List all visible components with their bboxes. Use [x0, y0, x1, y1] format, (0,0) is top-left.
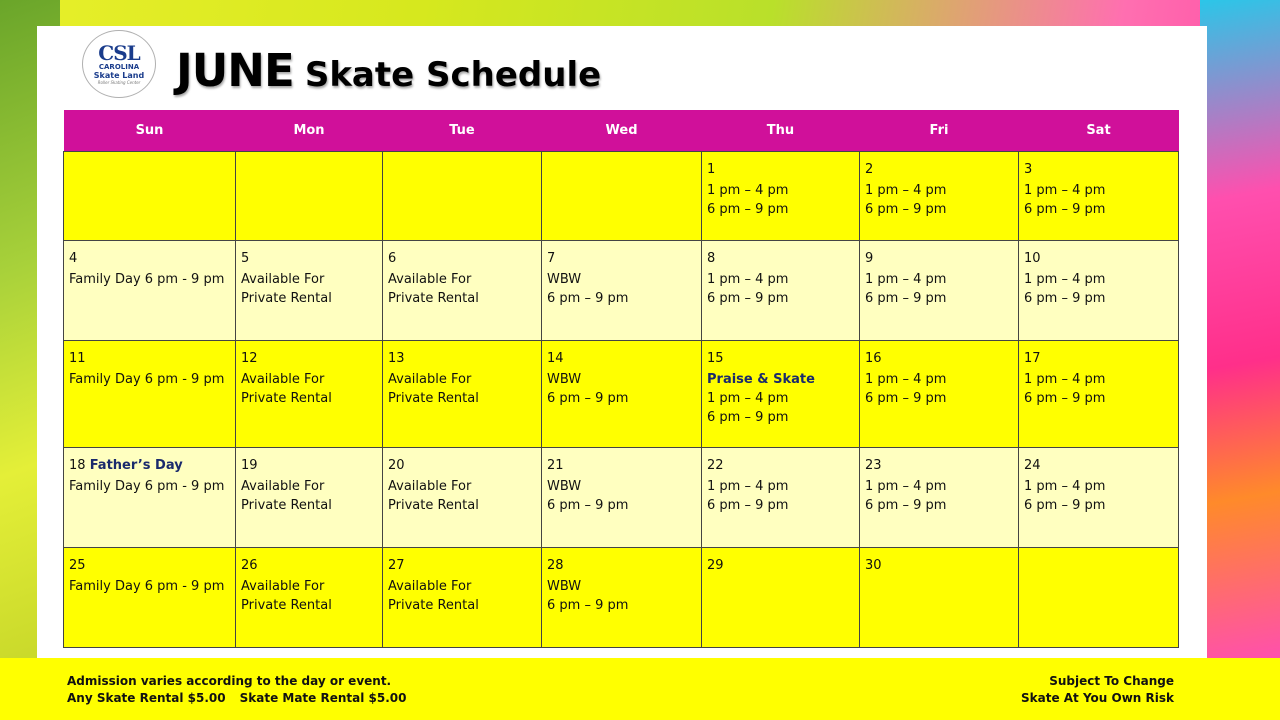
schedule-line: 6 pm – 9 pm: [1024, 498, 1106, 513]
day-number: 26: [241, 558, 258, 573]
day-cell: [702, 448, 860, 548]
day-cell: [236, 341, 383, 448]
schedule-line: 6 pm – 9 pm: [547, 498, 629, 513]
day-cell: [236, 448, 383, 548]
day-number-line: [1024, 249, 1173, 270]
day-cell: [702, 548, 860, 648]
day-number: 13: [388, 351, 405, 366]
schedule-line: 1 pm – 4 pm: [1024, 479, 1106, 494]
day-cell: [702, 341, 860, 448]
day-number-line: [69, 456, 230, 477]
day-cell: [1019, 548, 1179, 648]
schedule-line: 1 pm – 4 pm: [865, 272, 947, 287]
schedule-line: 1 pm – 4 pm: [1024, 183, 1106, 198]
schedule-line: 1 pm – 4 pm: [707, 391, 789, 406]
schedule-line: 1 pm – 4 pm: [707, 272, 789, 287]
day-number: 14: [547, 351, 564, 366]
day-cell: [542, 548, 702, 648]
day-number: 17: [1024, 351, 1041, 366]
day-cell: [1019, 448, 1179, 548]
schedule-line: Available For: [241, 579, 325, 594]
day-cell: [64, 548, 236, 648]
schedule-line: Family Day 6 pm - 9 pm: [69, 272, 225, 287]
day-cell: [1019, 241, 1179, 341]
day-number-line: [241, 556, 377, 577]
footer-disclaimer: [1021, 673, 1174, 707]
day-cell: [702, 152, 860, 241]
schedule-line: 1 pm – 4 pm: [707, 183, 789, 198]
logo-line-tagline: Roller Skating Center: [97, 79, 141, 85]
day-number-line: [865, 456, 1013, 477]
day-number: 8: [707, 251, 716, 266]
schedule-line: 1 pm – 4 pm: [865, 183, 947, 198]
schedule-line: 6 pm – 9 pm: [1024, 202, 1106, 217]
day-number: 28: [547, 558, 564, 573]
schedule-line: Private Rental: [241, 598, 332, 613]
schedule-line: 1 pm – 4 pm: [865, 372, 947, 387]
day-number: 15: [707, 351, 724, 366]
day-number-line: [241, 456, 377, 477]
day-cell: [860, 152, 1019, 241]
day-number-line: [865, 160, 1013, 181]
day-number-line: [547, 456, 696, 477]
day-number: 18: [69, 458, 86, 473]
weekday-sat: Sat: [1019, 110, 1179, 152]
holiday-label: Father’s Day: [89, 458, 183, 473]
day-cell: [1019, 152, 1179, 241]
day-cell: [64, 241, 236, 341]
day-number: 24: [1024, 458, 1041, 473]
day-number-line: [388, 556, 536, 577]
day-number: 11: [69, 351, 86, 366]
week-row: [64, 548, 1179, 648]
weekday-header-row: [64, 110, 1179, 152]
week-row: [64, 448, 1179, 548]
schedule-line: WBW: [547, 272, 582, 287]
schedule-line: WBW: [547, 579, 582, 594]
schedule-line: 6 pm – 9 pm: [707, 202, 789, 217]
day-number: 29: [707, 558, 724, 573]
day-number: 10: [1024, 251, 1041, 266]
schedule-line: WBW: [547, 372, 582, 387]
schedule-line: Available For: [388, 579, 472, 594]
day-number-line: [388, 249, 536, 270]
risk-note: Skate At You Own Risk: [1020, 691, 1174, 705]
schedule-line: Family Day 6 pm - 9 pm: [69, 579, 225, 594]
day-cell: [860, 341, 1019, 448]
schedule-line: Private Rental: [241, 291, 332, 306]
schedule-line: Family Day 6 pm - 9 pm: [69, 372, 225, 387]
day-number-line: [241, 249, 377, 270]
day-number: 7: [547, 251, 556, 266]
day-cell: [1019, 341, 1179, 448]
day-number-line: [547, 249, 696, 270]
day-cell: [64, 448, 236, 548]
day-number-line: [707, 249, 854, 270]
day-number: 25: [69, 558, 86, 573]
admission-note: Admission varies according to the day or event.: [67, 674, 392, 688]
day-number-line: [865, 349, 1013, 370]
day-number-line: [241, 349, 377, 370]
day-cell: [236, 241, 383, 341]
schedule-line: 6 pm – 9 pm: [707, 291, 789, 306]
day-number: 19: [241, 458, 258, 473]
schedule-line: 6 pm – 9 pm: [547, 291, 629, 306]
day-number-line: [69, 349, 230, 370]
schedule-line: Available For: [241, 272, 325, 287]
day-number: 6: [388, 251, 397, 266]
day-number: 16: [865, 351, 882, 366]
day-number-line: [707, 456, 854, 477]
day-cell: [383, 152, 542, 241]
day-number-line: [707, 160, 854, 181]
footer-bar: [0, 658, 1280, 720]
weekday-thu: Thu: [702, 110, 860, 152]
day-number: 3: [1024, 162, 1033, 177]
day-number: 22: [707, 458, 724, 473]
day-number-line: [865, 556, 1013, 577]
day-cell: [383, 548, 542, 648]
schedule-line: Available For: [241, 479, 325, 494]
schedule-line: 1 pm – 4 pm: [707, 479, 789, 494]
schedule-line: 6 pm – 9 pm: [707, 498, 789, 513]
day-number-line: [69, 249, 230, 270]
day-number-line: [1024, 160, 1173, 181]
schedule-line: Family Day 6 pm - 9 pm: [69, 479, 225, 494]
day-number: 23: [865, 458, 882, 473]
day-cell: [64, 341, 236, 448]
title-skate-schedule: Skate Schedule: [304, 55, 602, 95]
skate-rental-price: Any Skate Rental $5.00: [67, 691, 226, 705]
schedule-line: Available For: [241, 372, 325, 387]
schedule-line: Private Rental: [388, 498, 479, 513]
schedule-line: 6 pm – 9 pm: [547, 598, 629, 613]
day-number: 30: [865, 558, 882, 573]
footer-pricing: [67, 673, 406, 707]
schedule-line: Private Rental: [388, 391, 479, 406]
day-cell: [542, 241, 702, 341]
day-cell: [860, 448, 1019, 548]
weekday-mon: Mon: [236, 110, 383, 152]
day-number: 4: [69, 251, 78, 266]
rental-prices: [67, 690, 406, 707]
day-cell: [64, 152, 236, 241]
logo-line-carolina: CAROLINA: [98, 62, 140, 71]
special-event-label: Praise & Skate: [707, 372, 815, 387]
schedule-line: 6 pm – 9 pm: [865, 291, 947, 306]
day-number-line: [707, 556, 854, 577]
day-number-line: [388, 349, 536, 370]
schedule-line: 6 pm – 9 pm: [547, 391, 629, 406]
day-cell: [860, 548, 1019, 648]
day-cell: [542, 152, 702, 241]
week-row: [64, 241, 1179, 341]
day-number-line: [865, 249, 1013, 270]
day-number-line: [1024, 349, 1173, 370]
day-number-line: [547, 349, 696, 370]
schedule-line: Private Rental: [388, 291, 479, 306]
weekday-fri: Fri: [860, 110, 1019, 152]
week-row: [64, 341, 1179, 448]
day-cell: [860, 241, 1019, 341]
logo-mark: CSL: [98, 40, 140, 65]
day-number: 9: [865, 251, 874, 266]
day-number: 20: [388, 458, 405, 473]
weekday-tue: Tue: [383, 110, 542, 152]
day-cell: [383, 341, 542, 448]
schedule-line: 1 pm – 4 pm: [1024, 272, 1106, 287]
day-cell: [702, 241, 860, 341]
day-number: 21: [547, 458, 564, 473]
subject-to-change-note: Subject To Change: [1049, 674, 1174, 688]
day-number-line: [547, 556, 696, 577]
skate-mate-rental-price: Skate Mate Rental $5.00: [239, 691, 407, 705]
day-cell: [383, 448, 542, 548]
schedule-line: Available For: [388, 272, 472, 287]
day-cell: [236, 548, 383, 648]
schedule-line: 1 pm – 4 pm: [865, 479, 947, 494]
schedule-line: 6 pm – 9 pm: [865, 202, 947, 217]
page-title: [176, 44, 601, 97]
schedule-line: Private Rental: [388, 598, 479, 613]
schedule-line: 6 pm – 9 pm: [865, 391, 947, 406]
schedule-line: 1 pm – 4 pm: [1024, 372, 1106, 387]
day-cell: [236, 152, 383, 241]
schedule-line: Available For: [388, 479, 472, 494]
day-number: 2: [865, 162, 874, 177]
day-cell: [383, 241, 542, 341]
day-number-line: [707, 349, 854, 370]
schedule-line: WBW: [547, 479, 582, 494]
schedule-calendar: [63, 110, 1179, 648]
day-number-line: [1024, 456, 1173, 477]
schedule-line: 6 pm – 9 pm: [1024, 391, 1106, 406]
schedule-line: Private Rental: [241, 391, 332, 406]
week-row: [64, 152, 1179, 241]
day-number: 27: [388, 558, 405, 573]
day-number: 12: [241, 351, 258, 366]
schedule-line: 6 pm – 9 pm: [707, 410, 789, 425]
colorful-stripes-background: [1200, 0, 1280, 660]
schedule-line: 6 pm – 9 pm: [1024, 291, 1106, 306]
weekday-wed: Wed: [542, 110, 702, 152]
schedule-line: Available For: [388, 372, 472, 387]
day-number: 1: [707, 162, 716, 177]
weekday-sun: Sun: [64, 110, 236, 152]
logo-line-skate-land: Skate Land: [93, 70, 145, 80]
day-cell: [542, 341, 702, 448]
title-month: JUNE: [176, 44, 294, 97]
day-number-line: [388, 456, 536, 477]
schedule-line: Private Rental: [241, 498, 332, 513]
schedule-line: 6 pm – 9 pm: [865, 498, 947, 513]
day-number-line: [69, 556, 230, 577]
day-cell: [542, 448, 702, 548]
carolina-skate-land-logo: [82, 30, 156, 98]
day-number: 5: [241, 251, 250, 266]
